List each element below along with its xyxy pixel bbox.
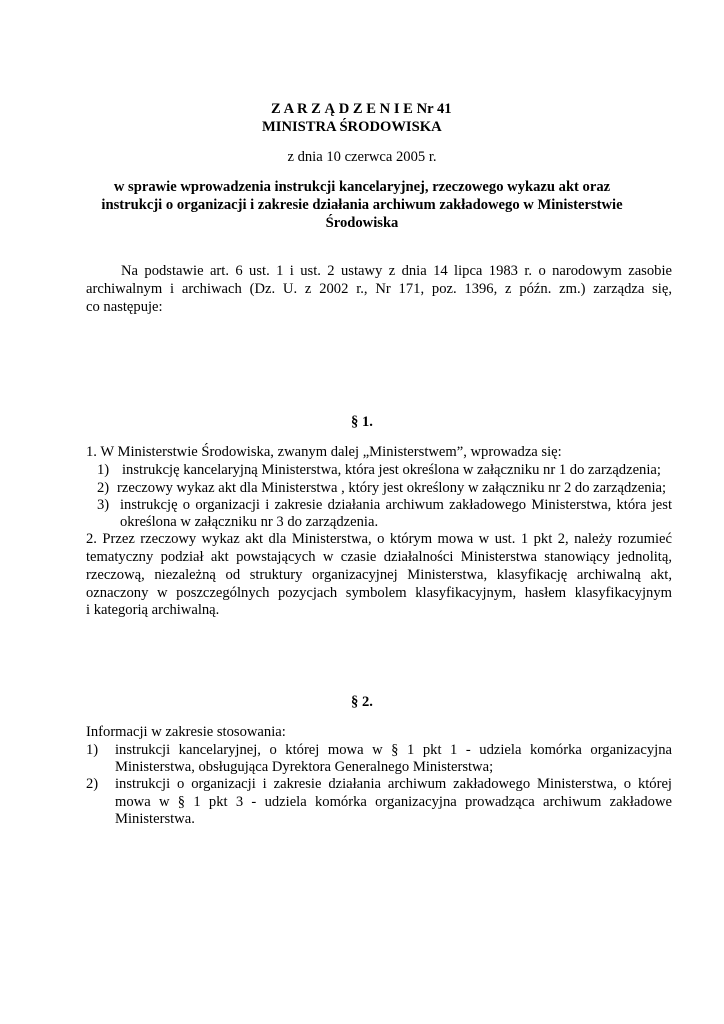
section-1-paragraph-1: 1. W Ministerstwie Środowiska, zwanym dalej „Ministerstwem”, wprowadza się: (86, 444, 562, 460)
section-2-heading: § 2. (351, 694, 373, 710)
section-1-item-1-text: instrukcję kancelaryjną Ministerstwa, która jest określona w załączniku nr 1 do zarządzenia; (122, 462, 661, 478)
preamble-line-2: archiwalnym i archiwach (Dz. U. z 2002 r., Nr 171, poz. 1396, z późn. zm.) zarządza się, (86, 281, 672, 297)
issuer-title: MINISTRA ŚRODOWISKA (262, 119, 442, 135)
section-2-intro: Informacji w zakresie stosowania: (86, 724, 286, 740)
section-1-paragraph-2-line-4: oznaczony w poszczególnych pozycjach symbolem klasyfikacyjnym, hasłem klasyfikacyjnym (86, 585, 672, 601)
section-2-item-1-line-1: instrukcji kancelaryjnej, o której mowa w § 1 pkt 1 - udziela komórka organizacyjna (115, 742, 672, 758)
section-1-paragraph-2-line-3: rzeczową, niezależną od struktury organizacyjnej Ministerstwa, klasyfikację archiwalną akt, (86, 567, 672, 583)
section-1-item-2-text: rzeczowy wykaz akt dla Ministerstwa , który jest określony w załączniku nr 2 do zarządzenia; (117, 480, 667, 496)
section-2-item-1-line-2: Ministerstwa, obsługująca Dyrektora Generalnego Ministerstwa; (115, 759, 494, 775)
section-1-item-1-number: 1) (97, 462, 110, 478)
preamble-line-1: Na podstawie art. 6 ust. 1 i ust. 2 ustawy z dnia 14 lipca 1983 r. o narodowym zasobie (121, 263, 672, 279)
subject-line-1: w sprawie wprowadzenia instrukcji kancelaryjnej, rzeczowego wykazu akt oraz (113, 179, 611, 195)
section-2-item-1-number: 1) (86, 742, 99, 758)
document-title: Z A R Z Ą D Z E N I E Nr 41 (271, 101, 452, 117)
document-date: z dnia 10 czerwca 2005 r. (287, 149, 437, 165)
section-1-heading: § 1. (351, 414, 373, 430)
section-1-paragraph-2-line-1: 2. Przez rzeczowy wykaz akt dla Ministerstwa, o którym mowa w ust. 1 pkt 2, należy rozumieć (86, 531, 672, 547)
section-1-paragraph-2-line-2: tematyczny podział akt powstających w czasie działalności Ministerstwa stanowiący jednolitą, (86, 549, 672, 565)
section-2-item-2-line-1: instrukcji o organizacji i zakresie działania archiwum zakładowego Ministerstwa, o której (115, 776, 672, 792)
section-2-item-2-number: 2) (86, 776, 99, 792)
section-1-item-3-line-1: instrukcję o organizacji i zakresie działania archiwum zakładowego Ministerstwa, która jest (120, 497, 672, 513)
section-2-item-2-line-3: Ministerstwa. (115, 811, 195, 827)
preamble-line-3: co następuje: (86, 299, 163, 315)
section-2-item-2-line-2: mowa w § 1 pkt 3 - udziela komórka organizacyjna prowadząca archiwum zakładowe (115, 794, 672, 810)
subject-line-3: Środowiska (325, 215, 399, 231)
section-1-item-3-number: 3) (97, 497, 110, 513)
section-1-item-2-number: 2) (97, 480, 110, 496)
section-1-paragraph-2-line-5: i kategorią archiwalną. (86, 602, 220, 618)
section-1-item-3-line-2: określona w załączniku nr 3 do zarządzenia. (120, 514, 379, 530)
subject-line-2: instrukcji o organizacji i zakresie działania archiwum zakładowego w Ministerstwie (101, 197, 623, 213)
